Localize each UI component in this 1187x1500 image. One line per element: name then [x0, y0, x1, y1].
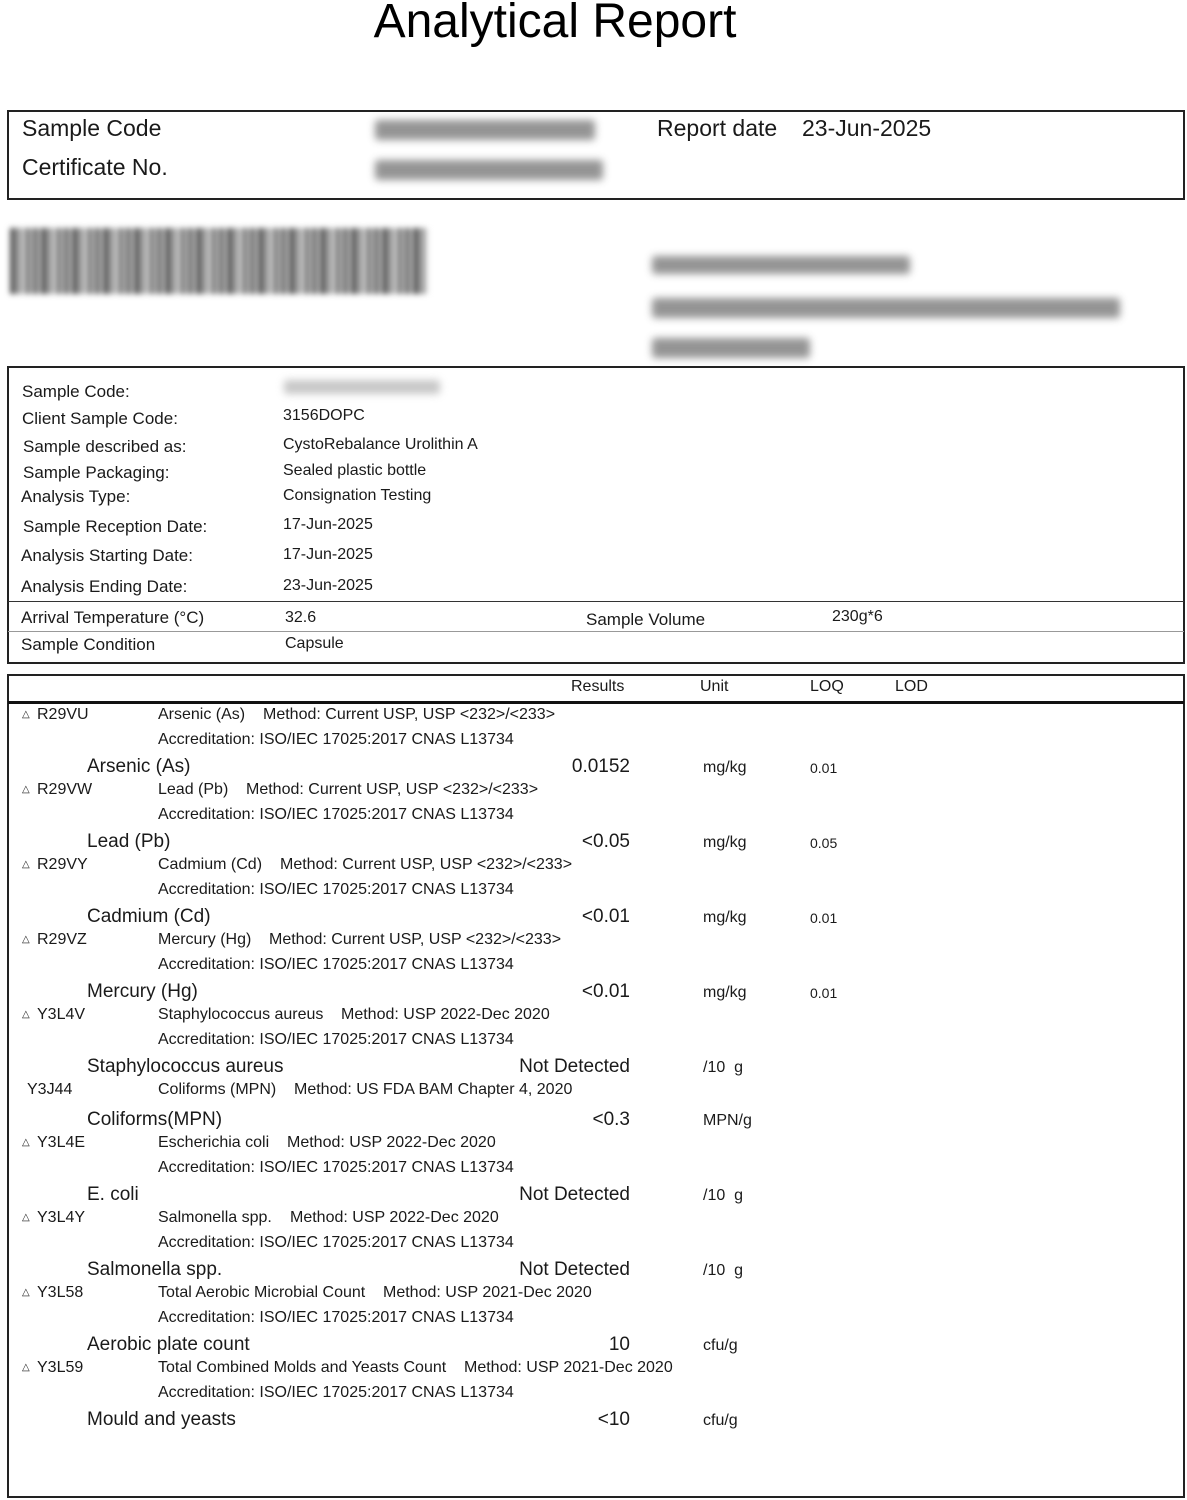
client-address-line2-redacted — [652, 338, 810, 358]
arrival-temp-label: Arrival Temperature (°C) — [21, 608, 205, 627]
test-name: Lead (Pb) — [158, 781, 229, 798]
arrival-temp-value: 32.6 — [285, 609, 317, 626]
analyte-name: Mould and yeasts — [87, 1409, 236, 1430]
header-box — [7, 110, 1185, 200]
test-name: Total Combined Molds and Yeasts Count — [158, 1359, 447, 1376]
info-label-client-sample-code: Client Sample Code: — [22, 409, 178, 428]
result-unit: cfu/g — [703, 1412, 738, 1429]
result-unit: mg/kg — [703, 909, 747, 926]
page-title: Analytical Report — [373, 0, 737, 48]
info-label-sample-code: Sample Code: — [22, 382, 130, 401]
result-unit: /10 g — [703, 1059, 744, 1076]
test-method: Method: USP 2021-Dec 2020 — [464, 1359, 673, 1376]
result-value: <0.01 — [581, 981, 630, 1002]
accreditation-text: Accreditation: ISO/IEC 17025:2017 CNAS L13734 — [158, 806, 514, 823]
result-value: <0.01 — [581, 906, 630, 927]
certificate-label: Certificate No. — [22, 154, 168, 180]
accreditation-text: Accreditation: ISO/IEC 17025:2017 CNAS L13734 — [158, 1159, 514, 1176]
certificate-value-redacted — [375, 160, 603, 180]
column-header-lod: LOD — [895, 678, 928, 695]
result-value: <10 — [597, 1409, 630, 1430]
sample-code-value-redacted — [375, 120, 595, 140]
result-value: 10 — [608, 1334, 630, 1355]
test-code: Y3J44 — [27, 1081, 73, 1098]
info-value-ending-date: 23-Jun-2025 — [283, 577, 373, 594]
analyte-name: Lead (Pb) — [87, 831, 171, 852]
test-name: Arsenic (As) — [158, 706, 246, 723]
accreditation-text: Accreditation: ISO/IEC 17025:2017 CNAS L13734 — [158, 956, 514, 973]
result-loq: 0.05 — [810, 835, 838, 851]
test-method: Method: Current USP, USP <232>/<233> — [263, 706, 556, 723]
report-date-label: Report date — [657, 115, 778, 141]
test-code: R29VU — [37, 706, 89, 723]
result-unit: mg/kg — [703, 984, 747, 1001]
test-name: Cadmium (Cd) — [158, 856, 263, 873]
test-name: Salmonella spp. — [158, 1209, 272, 1226]
test-method: Method: USP 2021-Dec 2020 — [383, 1284, 592, 1301]
test-method: Method: USP 2022-Dec 2020 — [290, 1209, 499, 1226]
result-unit: /10 g — [703, 1187, 744, 1204]
analyte-name: Salmonella spp. — [87, 1259, 223, 1280]
result-loq: 0.01 — [810, 985, 838, 1001]
sample-condition-value: Capsule — [285, 635, 344, 652]
accreditation-text: Accreditation: ISO/IEC 17025:2017 CNAS L13734 — [158, 881, 514, 898]
test-name: Escherichia coli — [158, 1134, 270, 1151]
analyte-name: Arsenic (As) — [87, 756, 191, 777]
divider — [8, 601, 1184, 602]
test-code: Y3L59 — [37, 1359, 84, 1376]
sample-volume-value: 230g*6 — [832, 608, 883, 625]
accreditation-triangle-icon: △ — [22, 1137, 30, 1148]
test-method: Method: Current USP, USP <232>/<233> — [269, 931, 562, 948]
client-address-line1-redacted — [652, 298, 1120, 318]
analyte-name: Cadmium (Cd) — [87, 906, 211, 927]
info-value-starting-date: 17-Jun-2025 — [283, 546, 373, 563]
column-header-unit: Unit — [700, 678, 729, 695]
accreditation-triangle-icon: △ — [22, 1009, 30, 1020]
accreditation-text: Accreditation: ISO/IEC 17025:2017 CNAS L13734 — [158, 731, 514, 748]
result-value: <0.05 — [581, 831, 630, 852]
info-value-sample-packaging: Sealed plastic bottle — [283, 462, 427, 479]
info-value-analysis-type: Consignation Testing — [283, 487, 432, 504]
analyte-name: Coliforms(MPN) — [87, 1109, 223, 1130]
result-value: Not Detected — [519, 1259, 630, 1280]
accreditation-text: Accreditation: ISO/IEC 17025:2017 CNAS L13734 — [158, 1384, 514, 1401]
test-method: Method: USP 2022-Dec 2020 — [287, 1134, 496, 1151]
analyte-name: Mercury (Hg) — [87, 981, 198, 1002]
test-code: R29VY — [37, 856, 88, 873]
info-value-sample-code-redacted — [284, 380, 440, 394]
info-label-reception-date: Sample Reception Date: — [23, 517, 208, 536]
accreditation-triangle-icon: △ — [22, 1212, 30, 1223]
test-method: Method: Current USP, USP <232>/<233> — [246, 781, 539, 798]
accreditation-triangle-icon: △ — [22, 934, 30, 945]
report-date-value: 23-Jun-2025 — [802, 115, 932, 141]
test-code: Y3L58 — [37, 1284, 84, 1301]
accreditation-triangle-icon: △ — [22, 1362, 30, 1373]
accreditation-text: Accreditation: ISO/IEC 17025:2017 CNAS L13734 — [158, 1031, 514, 1048]
result-value: <0.3 — [592, 1109, 630, 1130]
test-code: R29VZ — [37, 931, 87, 948]
result-loq: 0.01 — [810, 910, 838, 926]
column-header-loq: LOQ — [810, 678, 844, 695]
test-method: Method: US FDA BAM Chapter 4, 2020 — [294, 1081, 573, 1098]
accreditation-text: Accreditation: ISO/IEC 17025:2017 CNAS L13734 — [158, 1234, 514, 1251]
info-label-sample-packaging: Sample Packaging: — [23, 463, 170, 482]
barcode-icon — [10, 228, 428, 294]
accreditation-triangle-icon: △ — [22, 709, 30, 720]
test-code: Y3L4V — [37, 1006, 86, 1023]
info-value-reception-date: 17-Jun-2025 — [283, 516, 373, 533]
result-unit: MPN/g — [703, 1112, 752, 1129]
info-value-sample-described: CystoRebalance Urolithin A — [283, 436, 478, 453]
result-unit: mg/kg — [703, 834, 747, 851]
header-divider — [8, 701, 1184, 704]
column-header-results: Results — [571, 678, 625, 695]
result-value: Not Detected — [519, 1056, 630, 1077]
test-method: Method: Current USP, USP <232>/<233> — [280, 856, 573, 873]
test-name: Mercury (Hg) — [158, 931, 252, 948]
accreditation-triangle-icon: △ — [22, 1287, 30, 1298]
accreditation-triangle-icon: △ — [22, 859, 30, 870]
info-label-analysis-type: Analysis Type: — [21, 487, 131, 506]
sample-condition-label: Sample Condition — [21, 635, 156, 654]
divider — [8, 631, 1184, 632]
analyte-name: E. coli — [87, 1184, 139, 1205]
accreditation-triangle-icon: △ — [22, 784, 30, 795]
info-label-starting-date: Analysis Starting Date: — [21, 546, 193, 565]
info-label-sample-described: Sample described as: — [23, 437, 187, 456]
result-value: Not Detected — [519, 1184, 630, 1205]
sample-code-label: Sample Code — [22, 115, 162, 141]
client-name-redacted — [652, 256, 910, 274]
analyte-name: Staphylococcus aureus — [87, 1056, 284, 1077]
result-loq: 0.01 — [810, 760, 838, 776]
info-value-client-sample-code: 3156DOPC — [283, 407, 365, 424]
test-code: Y3L4E — [37, 1134, 86, 1151]
test-method: Method: USP 2022-Dec 2020 — [341, 1006, 550, 1023]
test-name: Total Aerobic Microbial Count — [158, 1284, 366, 1301]
accreditation-text: Accreditation: ISO/IEC 17025:2017 CNAS L13734 — [158, 1309, 514, 1326]
analyte-name: Aerobic plate count — [87, 1334, 250, 1355]
info-label-ending-date: Analysis Ending Date: — [21, 577, 188, 596]
result-unit: cfu/g — [703, 1337, 738, 1354]
result-unit: /10 g — [703, 1262, 744, 1279]
test-code: Y3L4Y — [37, 1209, 86, 1226]
result-unit: mg/kg — [703, 759, 747, 776]
result-value: 0.0152 — [571, 756, 630, 777]
test-name: Coliforms (MPN) — [158, 1081, 277, 1098]
test-code: R29VW — [37, 781, 93, 798]
test-name: Staphylococcus aureus — [158, 1006, 324, 1023]
sample-volume-label: Sample Volume — [586, 610, 706, 629]
